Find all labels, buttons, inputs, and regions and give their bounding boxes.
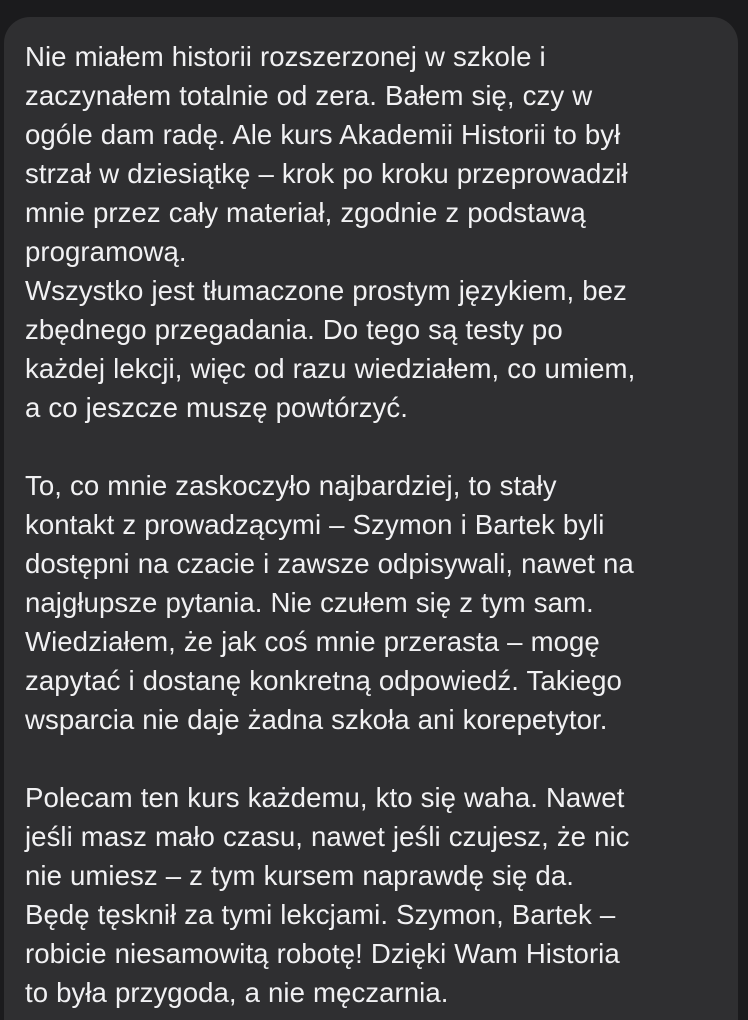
message-text: Nie miałem historii rozszerzonej w szkole i zaczynałem totalnie od zera. Bałem się, czy w ogóle dam radę. Ale kurs Akademii Historii to był strzał w dziesiątkę – krok po kroku przeprowadził mnie przez cały materiał, zgodnie z podstawą programową. Wszystko jest tłumaczone prostym językiem, bez zbędnego przegadania. Do tego są testy po każdej lekcji, więc od razu wiedziałem, co umiem, a co jeszcze muszę powtórzyć. To, co mnie zaskoczyło najbardziej, to stały kontakt z prowadzącymi – Szymon i Bartek byli dostępni na czacie i zawsze odpisywali, nawet na najgłupsze pytania. Nie czułem się z tym sam. Wiedziałem, że jak coś mnie przerasta – mogę zapytać i dostanę konkretną odpowiedź. Takiego wsparcia nie daje żadna szkoła ani korepetytor. Polecam ten kurs każdemu, kto się waha. Nawet jeśli masz mało czasu, nawet jeśli czujesz, że nic nie umiesz – z tym kursem naprawdę się da. Będę tęsknił za tymi lekcjami. Szymon, Bartek – robicie niesamowitą robotę! Dzięki Wam Historia to była przygoda, a nie męczarnia. [25,41,636,1008]
message-bubble[interactable] [4,17,738,1020]
